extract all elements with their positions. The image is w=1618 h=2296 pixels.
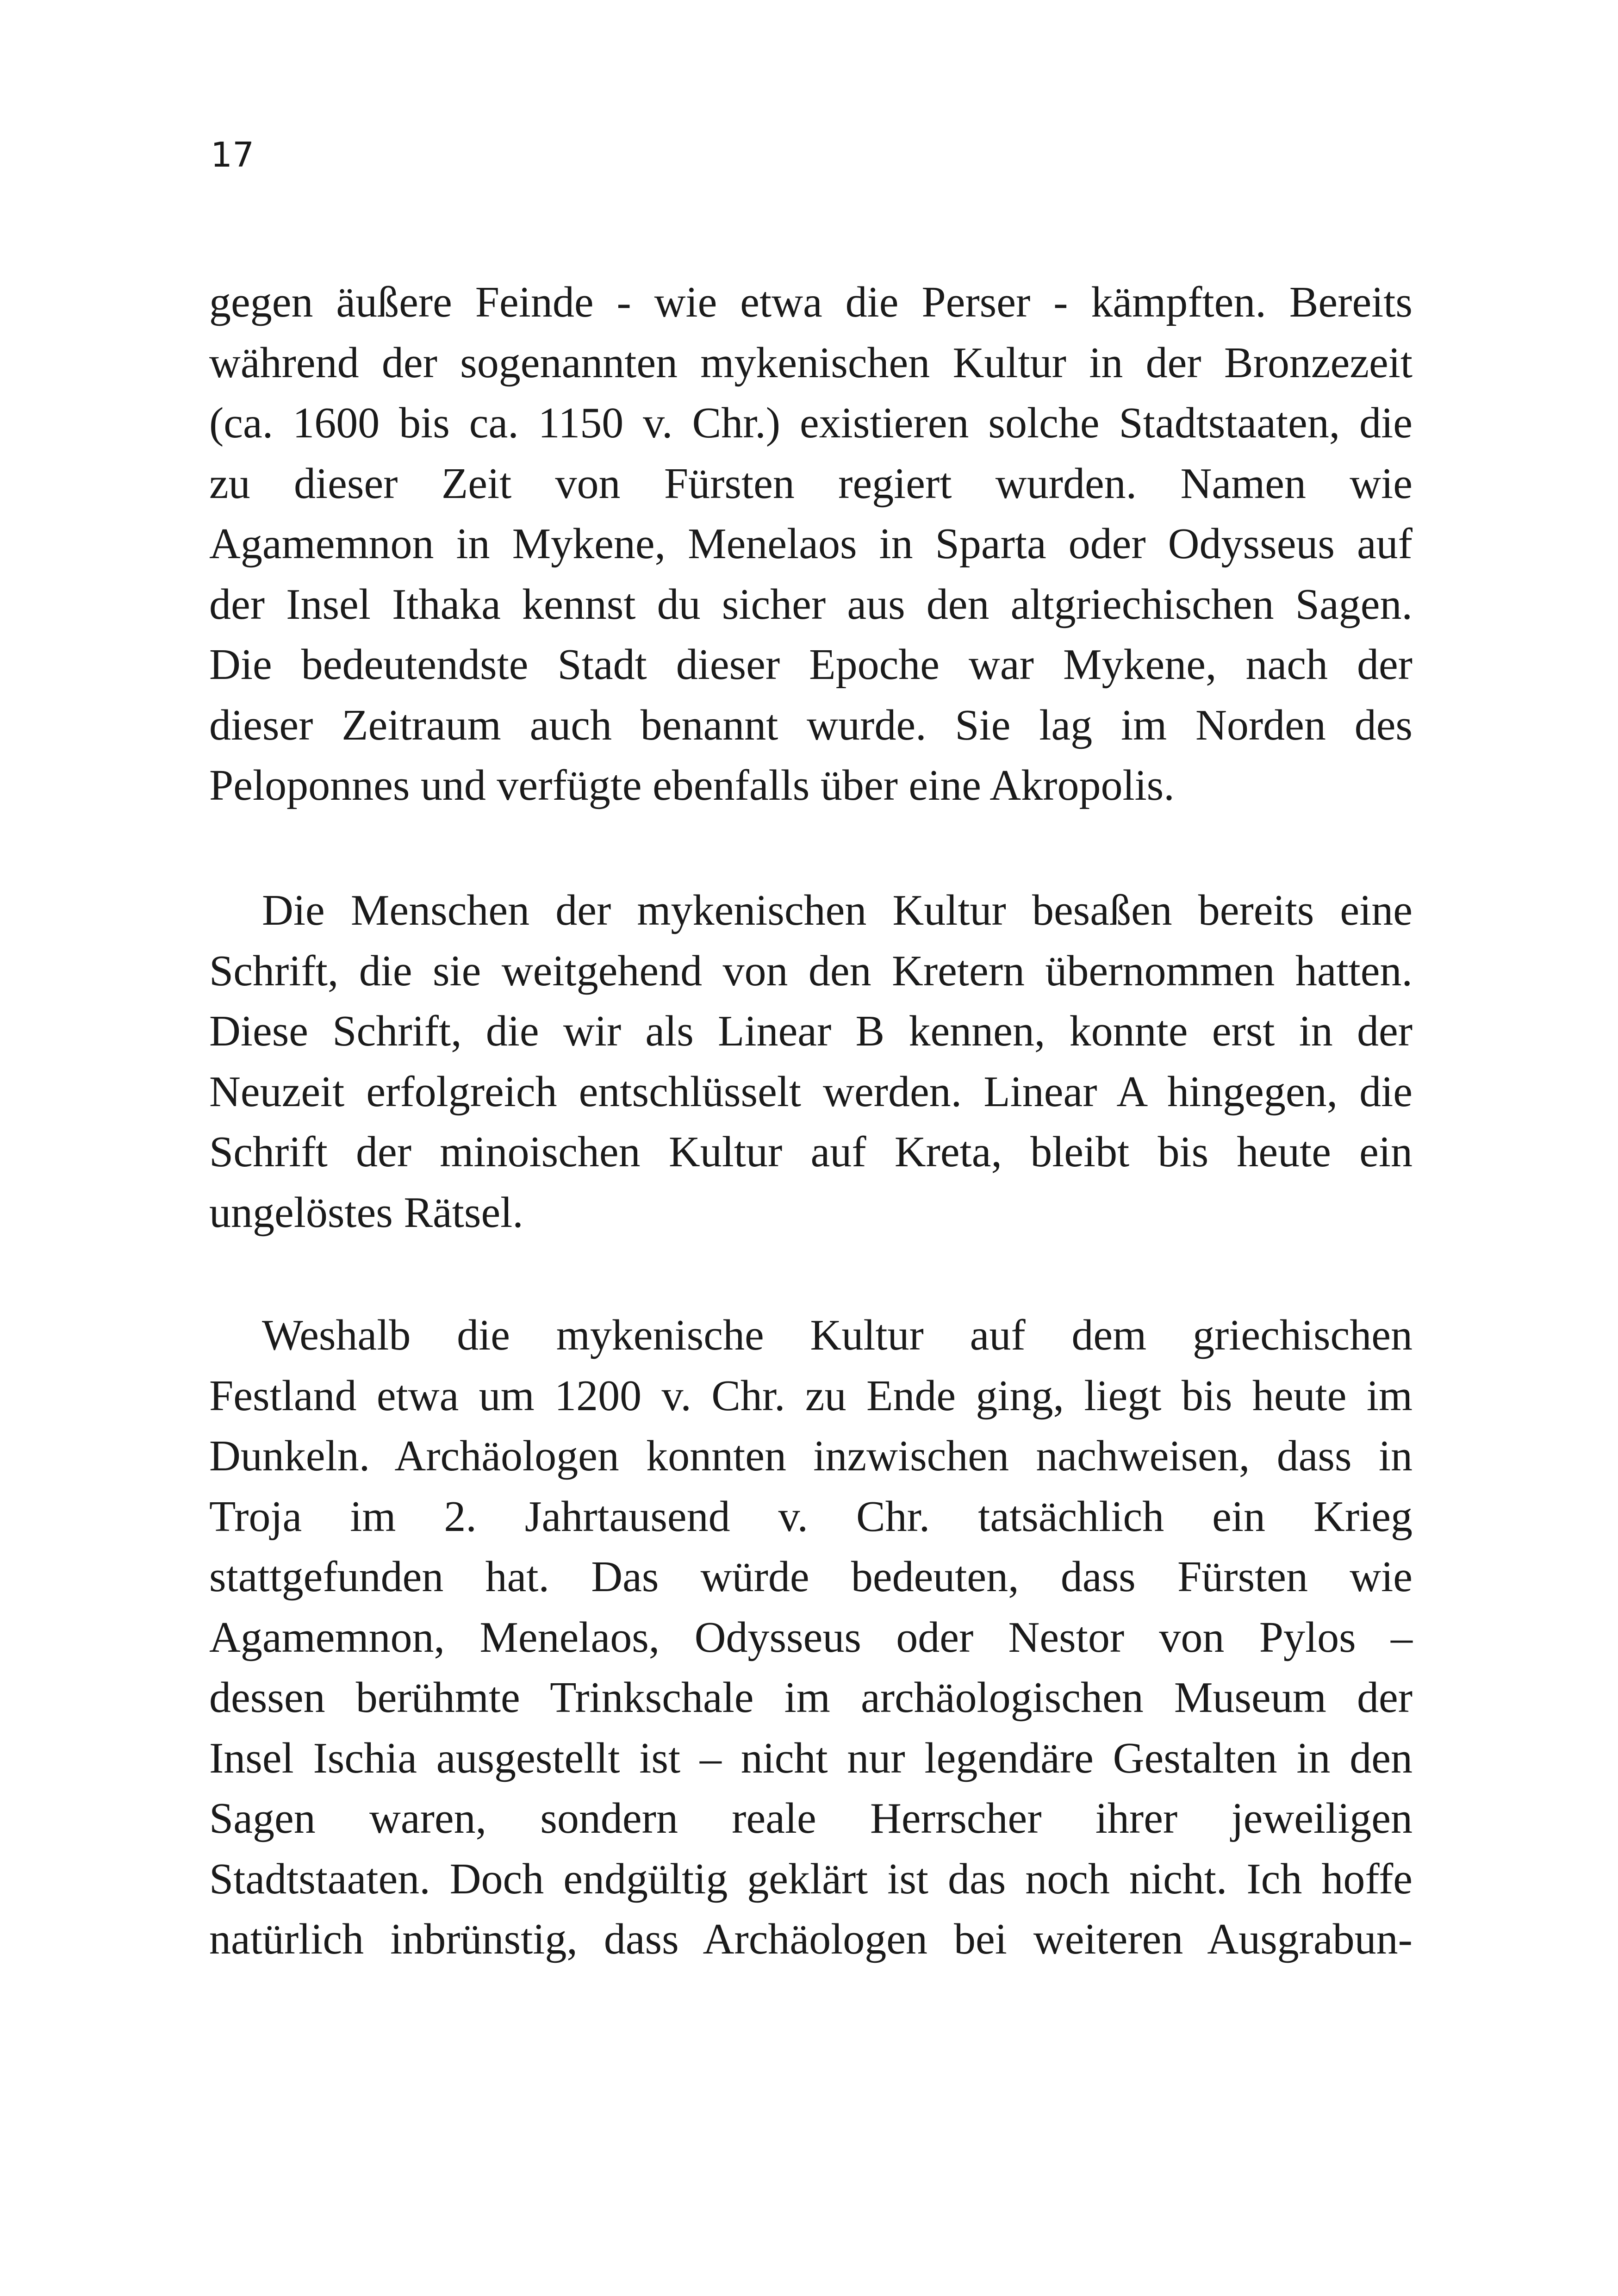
text-line: Troja im 2. Jahrtausend v. Chr. tatsächlich ein Krieg bbox=[209, 1492, 1413, 1541]
text-line: gegen äußere Feinde - wie etwa die Perser - kämpften. Bereits bbox=[209, 278, 1413, 326]
text-line: Insel Ischia ausgestellt ist – nicht nur legendäre Gestalten in den bbox=[209, 1734, 1413, 1782]
page-number: 17 bbox=[211, 135, 255, 175]
text-line: dieser Zeitraum auch benannt wurde. Sie lag im Norden des bbox=[209, 701, 1413, 749]
text-line: ungelöstes Rätsel. bbox=[209, 1188, 523, 1237]
text-line: (ca. 1600 bis ca. 1150 v. Chr.) existieren solche Stadtstaaten, die bbox=[209, 399, 1413, 447]
text-line: Peloponnes und verfügte ebenfalls über eine Akropolis. bbox=[209, 761, 1175, 809]
text-line: Agamemnon in Mykene, Menelaos in Sparta oder Odysseus auf bbox=[209, 520, 1413, 568]
text-line: Agamemnon, Menelaos, Odysseus oder Nestor von Pylos – bbox=[209, 1613, 1413, 1661]
text-line: Festland etwa um 1200 v. Chr. zu Ende ging, liegt bis heute im bbox=[209, 1371, 1413, 1420]
paragraph-2 bbox=[209, 880, 1413, 1243]
text-line: natürlich inbrünstig, dass Archäologen bei weiteren Ausgrabun- bbox=[209, 1915, 1413, 1963]
text-line: dessen berühmte Trinkschale im archäologischen Museum der bbox=[209, 1674, 1413, 1722]
text-line: stattgefunden hat. Das würde bedeuten, dass Fürsten wie bbox=[209, 1553, 1413, 1601]
text-line: während der sogenannten mykenischen Kultur in der Bronzezeit bbox=[209, 338, 1413, 387]
text-line: zu dieser Zeit von Fürsten regiert wurden. Namen wie bbox=[209, 459, 1413, 508]
text-line: Die Menschen der mykenischen Kultur besaßen bereits eine bbox=[262, 886, 1413, 934]
text-line: Diese Schrift, die wir als Linear B kennen, konnte erst in der bbox=[209, 1007, 1413, 1055]
text-line: Schrift der minoischen Kultur auf Kreta, bleibt bis heute ein bbox=[209, 1128, 1413, 1176]
text-line: Weshalb die mykenische Kultur auf dem griechischen bbox=[262, 1311, 1413, 1359]
text-line: Neuzeit erfolgreich entschlüsselt werden. Linear A hingegen, die bbox=[209, 1067, 1413, 1116]
text-line: Dunkeln. Archäologen konnten inzwischen nachweisen, dass in bbox=[209, 1432, 1413, 1480]
paragraph-3 bbox=[209, 1305, 1413, 1970]
text-line: Schrift, die sie weitgehend von den Kretern übernommen hatten. bbox=[209, 946, 1413, 995]
text-line: Sagen waren, sondern reale Herrscher ihrer jeweiligen bbox=[209, 1794, 1413, 1842]
text-line: Die bedeutendste Stadt dieser Epoche war Mykene, nach der bbox=[209, 641, 1413, 689]
text-line: der Insel Ithaka kennst du sicher aus den altgriechischen Sagen. bbox=[209, 580, 1413, 628]
paragraph-1 bbox=[209, 272, 1413, 816]
text-line: Stadtstaaten. Doch endgültig geklärt ist das noch nicht. Ich hoffe bbox=[209, 1854, 1413, 1903]
